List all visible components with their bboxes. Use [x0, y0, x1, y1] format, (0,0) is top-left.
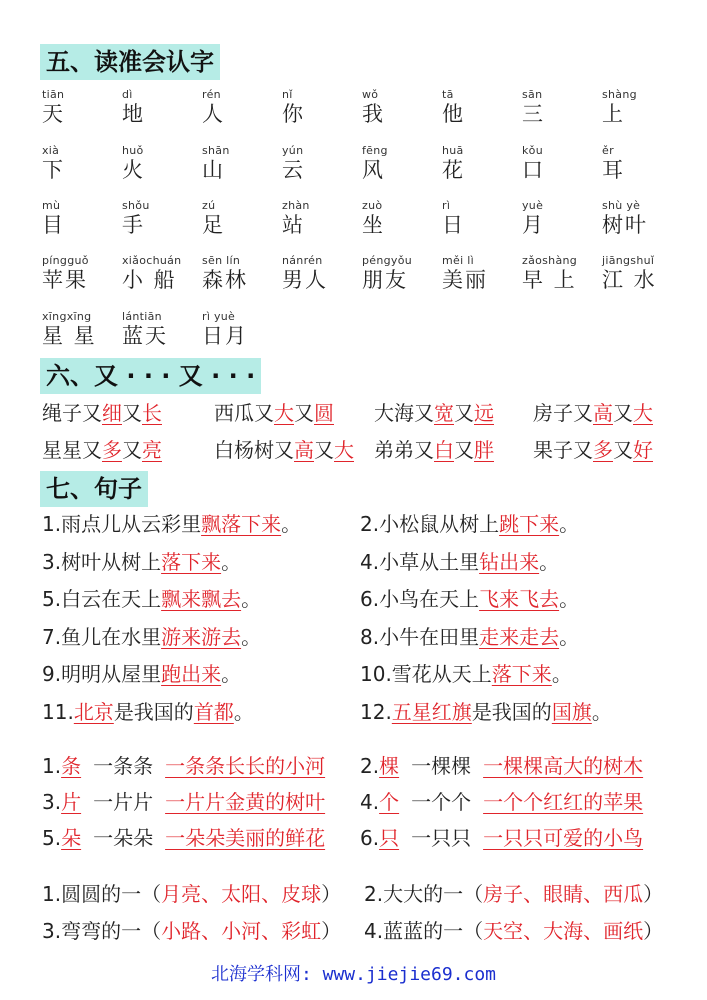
sentence-prefix: 1.雨点儿从云彩里: [42, 512, 202, 536]
you-you-item: [374, 436, 494, 464]
describe-close: ）: [643, 919, 664, 943]
sentence-answer: 钻出来: [479, 549, 540, 574]
sentence-answer: 飘落下来: [201, 512, 282, 536]
sentence-item: [42, 698, 254, 726]
sentence-answer: 跑出来: [161, 662, 222, 686]
describe-prefix: 1.圆圆的一（: [42, 882, 162, 906]
answer-2: 大: [633, 401, 653, 425]
hanzi: 树叶: [602, 213, 648, 237]
char-cell: [522, 254, 602, 293]
hanzi: 站: [282, 213, 305, 237]
answer-2: 胖: [474, 438, 494, 462]
sentence-answer: 落下来: [491, 662, 552, 686]
sentence-middle: 是我国的: [471, 699, 552, 724]
sentence-item: [42, 585, 261, 613]
pinyin: xiǎochuán: [122, 254, 182, 267]
char-cell: [602, 144, 682, 183]
section-5-heading: 五、读准会认字: [40, 44, 220, 80]
char-cell: [442, 144, 522, 183]
hanzi: 日月: [202, 324, 248, 348]
you-text: 又: [613, 438, 633, 462]
char-cell: [362, 254, 442, 293]
describe-answers: 房子、眼睛、西瓜: [483, 882, 644, 906]
measure-phrase: 一只只可爱的小鸟: [483, 826, 644, 850]
hanzi: 口: [522, 158, 545, 182]
char-cell: [122, 88, 202, 127]
char-cell: [42, 254, 122, 293]
describe-answers: 月亮、太阳、皮球: [161, 882, 322, 906]
answer-1: 大: [274, 401, 294, 425]
subject-text: 果子又: [533, 438, 593, 462]
sentence-item: [360, 585, 579, 613]
hanzi: 你: [282, 102, 305, 126]
you-text: 又: [122, 401, 142, 425]
char-row: [42, 199, 682, 238]
sentence-answer: 飘来飘去: [161, 587, 242, 611]
hanzi: 森林: [202, 268, 248, 292]
you-text: 又: [122, 438, 142, 462]
char-cell: [522, 88, 602, 127]
pinyin: ěr: [602, 144, 614, 157]
hanzi: 星 星: [42, 324, 97, 348]
pinyin: zhàn: [282, 199, 310, 212]
char-row: [42, 254, 682, 293]
char-row: [42, 88, 682, 127]
describe-close: ）: [321, 882, 342, 906]
measure-word: 片: [61, 790, 82, 814]
char-row: [42, 144, 682, 183]
char-cell: [42, 144, 122, 183]
hanzi: 月: [522, 213, 545, 237]
measure-number: 6.: [360, 826, 380, 850]
pinyin: sēn lín: [202, 254, 241, 267]
measure-repeat: 一个个: [411, 790, 472, 814]
hanzi: 山: [202, 158, 225, 182]
pinyin: yuè: [522, 199, 544, 212]
hanzi: 江 水: [602, 268, 657, 292]
measure-number: 4.: [360, 790, 380, 814]
you-you-item: [214, 399, 334, 427]
you-text: 又: [454, 401, 474, 425]
char-cell: [442, 88, 522, 127]
char-cell: [522, 144, 602, 183]
sentence-prefix: 9.明明从屋里: [42, 662, 162, 686]
answer-1: 白: [434, 438, 454, 462]
you-you-item: [533, 436, 653, 464]
sentence-answer: 五星红旗: [391, 699, 472, 724]
you-text: 又: [613, 401, 633, 425]
pinyin: wǒ: [362, 88, 379, 101]
pinyin: zú: [202, 199, 216, 212]
describe-answers: 天空、大海、画纸: [483, 919, 644, 943]
pinyin: xīngxīng: [42, 310, 92, 323]
measure-word: 棵: [379, 754, 400, 778]
pinyin: shàng: [602, 88, 637, 101]
char-cell: [282, 144, 362, 183]
describe-item: [42, 880, 341, 908]
char-cell: [442, 254, 522, 293]
sentence-answer: 跳下来: [499, 512, 560, 536]
char-row: [42, 310, 282, 349]
measure-repeat: 一朵朵: [93, 826, 154, 850]
hanzi: 蓝天: [122, 324, 168, 348]
pinyin: rén: [202, 88, 221, 101]
sentence-end: 。: [221, 662, 242, 686]
sentence-end: 。: [281, 512, 302, 536]
hanzi: 小 船: [122, 268, 177, 292]
char-cell: [522, 199, 602, 238]
sentence-end: 。: [241, 624, 262, 649]
hanzi: 足: [202, 213, 225, 237]
hanzi: 早 上: [522, 268, 577, 292]
describe-prefix: 3.弯弯的一（: [42, 919, 162, 943]
measure-repeat: 一棵棵: [411, 754, 472, 778]
you-you-item: [42, 436, 162, 464]
pinyin: zuò: [362, 199, 383, 212]
measure-word: 个: [379, 790, 400, 814]
subject-text: 房子又: [533, 401, 593, 425]
hanzi: 日: [442, 213, 465, 237]
sentence-item: [42, 510, 301, 538]
answer-1: 细: [102, 401, 122, 425]
answer-2: 长: [142, 401, 162, 425]
pinyin: sān: [522, 88, 543, 101]
sentence-end: 。: [539, 549, 560, 574]
measure-repeat: 一只只: [411, 826, 472, 850]
sentence-answer-2: 国旗: [551, 699, 592, 724]
measure-phrase: 一朵朵美丽的鲜花: [165, 826, 326, 850]
sentence-answer-2: 首都: [193, 699, 234, 724]
sentence-item: [360, 623, 579, 651]
pinyin: zǎoshàng: [522, 254, 578, 267]
sentence-answer: 北京: [73, 699, 114, 724]
measure-repeat: 一片片: [93, 790, 154, 814]
char-cell: [202, 144, 282, 183]
hanzi: 我: [362, 102, 385, 126]
pinyin: fēng: [362, 144, 388, 157]
section-6-heading: 六、又 · · · 又 · · ·: [40, 358, 261, 394]
sentence-prefix: 8.小牛在田里: [360, 624, 480, 649]
measure-number: 1.: [42, 754, 62, 778]
you-you-item: [214, 436, 354, 464]
answer-1: 多: [593, 438, 613, 462]
hanzi: 坐: [362, 213, 385, 237]
answer-1: 高: [593, 401, 613, 425]
answer-2: 亮: [142, 438, 162, 462]
describe-close: ）: [643, 882, 664, 906]
char-cell: [202, 88, 282, 127]
pinyin: tiān: [42, 88, 65, 101]
measure-phrase: 一条条长长的小河: [165, 754, 326, 778]
hanzi: 下: [42, 158, 65, 182]
footer-watermark: 北海学科网: www.jiejie69.com: [210, 964, 497, 985]
pinyin: mù: [42, 199, 61, 212]
you-you-item: [42, 399, 162, 427]
answer-2: 好: [633, 438, 653, 462]
measure-phrase: 一片片金黄的树叶: [165, 790, 326, 814]
char-cell: [602, 254, 682, 293]
pinyin: nǐ: [282, 88, 293, 101]
answer-1: 宽: [434, 401, 454, 425]
char-cell: [42, 88, 122, 127]
sentence-end: 。: [559, 512, 580, 536]
pinyin: rì yuè: [202, 310, 236, 323]
sentence-prefix: 12.: [360, 699, 392, 724]
hanzi: 天: [42, 102, 65, 126]
describe-item: [364, 917, 663, 945]
char-cell: [122, 254, 202, 293]
sentence-prefix: 4.小草从土里: [360, 549, 480, 574]
hanzi: 三: [522, 102, 545, 126]
sentence-prefix: 6.小鸟在天上: [360, 587, 480, 611]
describe-item: [42, 917, 341, 945]
measure-item: [360, 824, 643, 852]
char-cell: [362, 199, 442, 238]
describe-answers: 小路、小河、彩虹: [161, 919, 322, 943]
describe-close: ）: [321, 919, 342, 943]
measure-word: 朵: [61, 826, 82, 850]
sentence-middle: 是我国的: [113, 699, 194, 724]
char-cell: [202, 254, 282, 293]
you-text: 又: [454, 438, 474, 462]
char-cell: [202, 199, 282, 238]
sentence-item: [42, 623, 261, 651]
char-cell: [602, 199, 682, 238]
sentence-end: 。: [591, 699, 612, 724]
measure-item: [360, 752, 643, 780]
pinyin: péngyǒu: [362, 254, 413, 267]
sentence-answer: 游来游去: [161, 624, 242, 649]
you-text: 又: [314, 438, 334, 462]
hanzi: 花: [442, 158, 465, 182]
pinyin: shān: [202, 144, 230, 157]
char-cell: [442, 199, 522, 238]
pinyin: lántiān: [122, 310, 162, 323]
answer-1: 高: [294, 438, 314, 462]
hanzi: 云: [282, 158, 305, 182]
pinyin: xià: [42, 144, 60, 157]
sentence-answer: 走来走去: [479, 624, 560, 649]
measure-number: 2.: [360, 754, 380, 778]
pinyin: píngguǒ: [42, 254, 89, 267]
sentence-item: [360, 660, 572, 688]
measure-phrase: 一棵棵高大的树木: [483, 754, 644, 778]
sentence-answer: 飞来飞去: [479, 587, 560, 611]
sentence-item: [360, 698, 612, 726]
char-cell: [362, 144, 442, 183]
char-cell: [122, 199, 202, 238]
sentence-end: 。: [241, 587, 262, 611]
answer-2: 圆: [314, 401, 334, 425]
subject-text: 弟弟又: [374, 438, 434, 462]
sentence-end: 。: [551, 662, 572, 686]
sentence-prefix: 3.树叶从树上: [42, 549, 162, 574]
char-cell: [122, 144, 202, 183]
sentence-item: [42, 660, 241, 688]
sentence-end: 。: [233, 699, 254, 724]
pinyin: huǒ: [122, 144, 144, 157]
answer-1: 多: [102, 438, 122, 462]
char-cell: [42, 310, 122, 349]
pinyin: nánrén: [282, 254, 323, 267]
you-text: 又: [294, 401, 314, 425]
char-cell: [362, 88, 442, 127]
sentence-end: 。: [559, 624, 580, 649]
sentence-item: [360, 548, 559, 576]
sentence-answer: 落下来: [161, 549, 222, 574]
you-you-item: [533, 399, 653, 427]
hanzi: 人: [202, 102, 225, 126]
sentence-prefix: 7.鱼儿在水里: [42, 624, 162, 649]
hanzi: 目: [42, 213, 65, 237]
describe-item: [364, 880, 663, 908]
measure-repeat: 一条条: [93, 754, 154, 778]
measure-item: [360, 788, 643, 816]
subject-text: 白杨树又: [214, 438, 294, 462]
char-cell: [282, 88, 362, 127]
describe-prefix: 4.蓝蓝的一（: [364, 919, 484, 943]
you-you-item: [374, 399, 494, 427]
subject-text: 西瓜又: [214, 401, 274, 425]
sentence-item: [360, 510, 579, 538]
measure-item: [42, 788, 325, 816]
sentence-end: 。: [559, 587, 580, 611]
char-cell: [282, 254, 362, 293]
pinyin: jiāngshuǐ: [602, 254, 655, 267]
sentence-prefix: 2.小松鼠从树上: [360, 512, 500, 536]
hanzi: 朋友: [362, 268, 408, 292]
subject-text: 大海又: [374, 401, 434, 425]
hanzi: 苹果: [42, 268, 88, 292]
pinyin: tā: [442, 88, 454, 101]
hanzi: 火: [122, 158, 145, 182]
pinyin: kǒu: [522, 144, 543, 157]
hanzi: 美丽: [442, 268, 488, 292]
char-cell: [282, 199, 362, 238]
hanzi: 男人: [282, 268, 328, 292]
subject-text: 星星又: [42, 438, 102, 462]
sentence-prefix: 10.雪花从天上: [360, 662, 492, 686]
char-cell: [122, 310, 202, 349]
describe-prefix: 2.大大的一（: [364, 882, 484, 906]
sentence-end: 。: [221, 549, 242, 574]
char-cell: [602, 88, 682, 127]
measure-word: 条: [61, 754, 82, 778]
hanzi: 上: [602, 102, 625, 126]
hanzi: 风: [362, 158, 385, 182]
pinyin: huā: [442, 144, 464, 157]
pinyin: yún: [282, 144, 304, 157]
pinyin: shù yè: [602, 199, 641, 212]
measure-number: 3.: [42, 790, 62, 814]
sentence-item: [42, 548, 241, 576]
hanzi: 他: [442, 102, 465, 126]
sentence-prefix: 11.: [42, 699, 74, 724]
measure-word: 只: [379, 826, 400, 850]
pinyin: shǒu: [122, 199, 150, 212]
subject-text: 绳子又: [42, 401, 102, 425]
hanzi: 手: [122, 213, 145, 237]
hanzi: 耳: [602, 158, 625, 182]
answer-2: 远: [474, 401, 494, 425]
char-cell: [202, 310, 282, 349]
measure-number: 5.: [42, 826, 62, 850]
pinyin: rì: [442, 199, 451, 212]
measure-item: [42, 752, 325, 780]
section-7-heading: 七、句子: [40, 471, 148, 507]
measure-item: [42, 824, 325, 852]
char-cell: [42, 199, 122, 238]
pinyin: měi lì: [442, 254, 474, 267]
sentence-prefix: 5.白云在天上: [42, 587, 162, 611]
answer-2: 大: [334, 438, 354, 462]
measure-phrase: 一个个红红的苹果: [483, 790, 644, 814]
hanzi: 地: [122, 102, 145, 126]
pinyin: dì: [122, 88, 133, 101]
